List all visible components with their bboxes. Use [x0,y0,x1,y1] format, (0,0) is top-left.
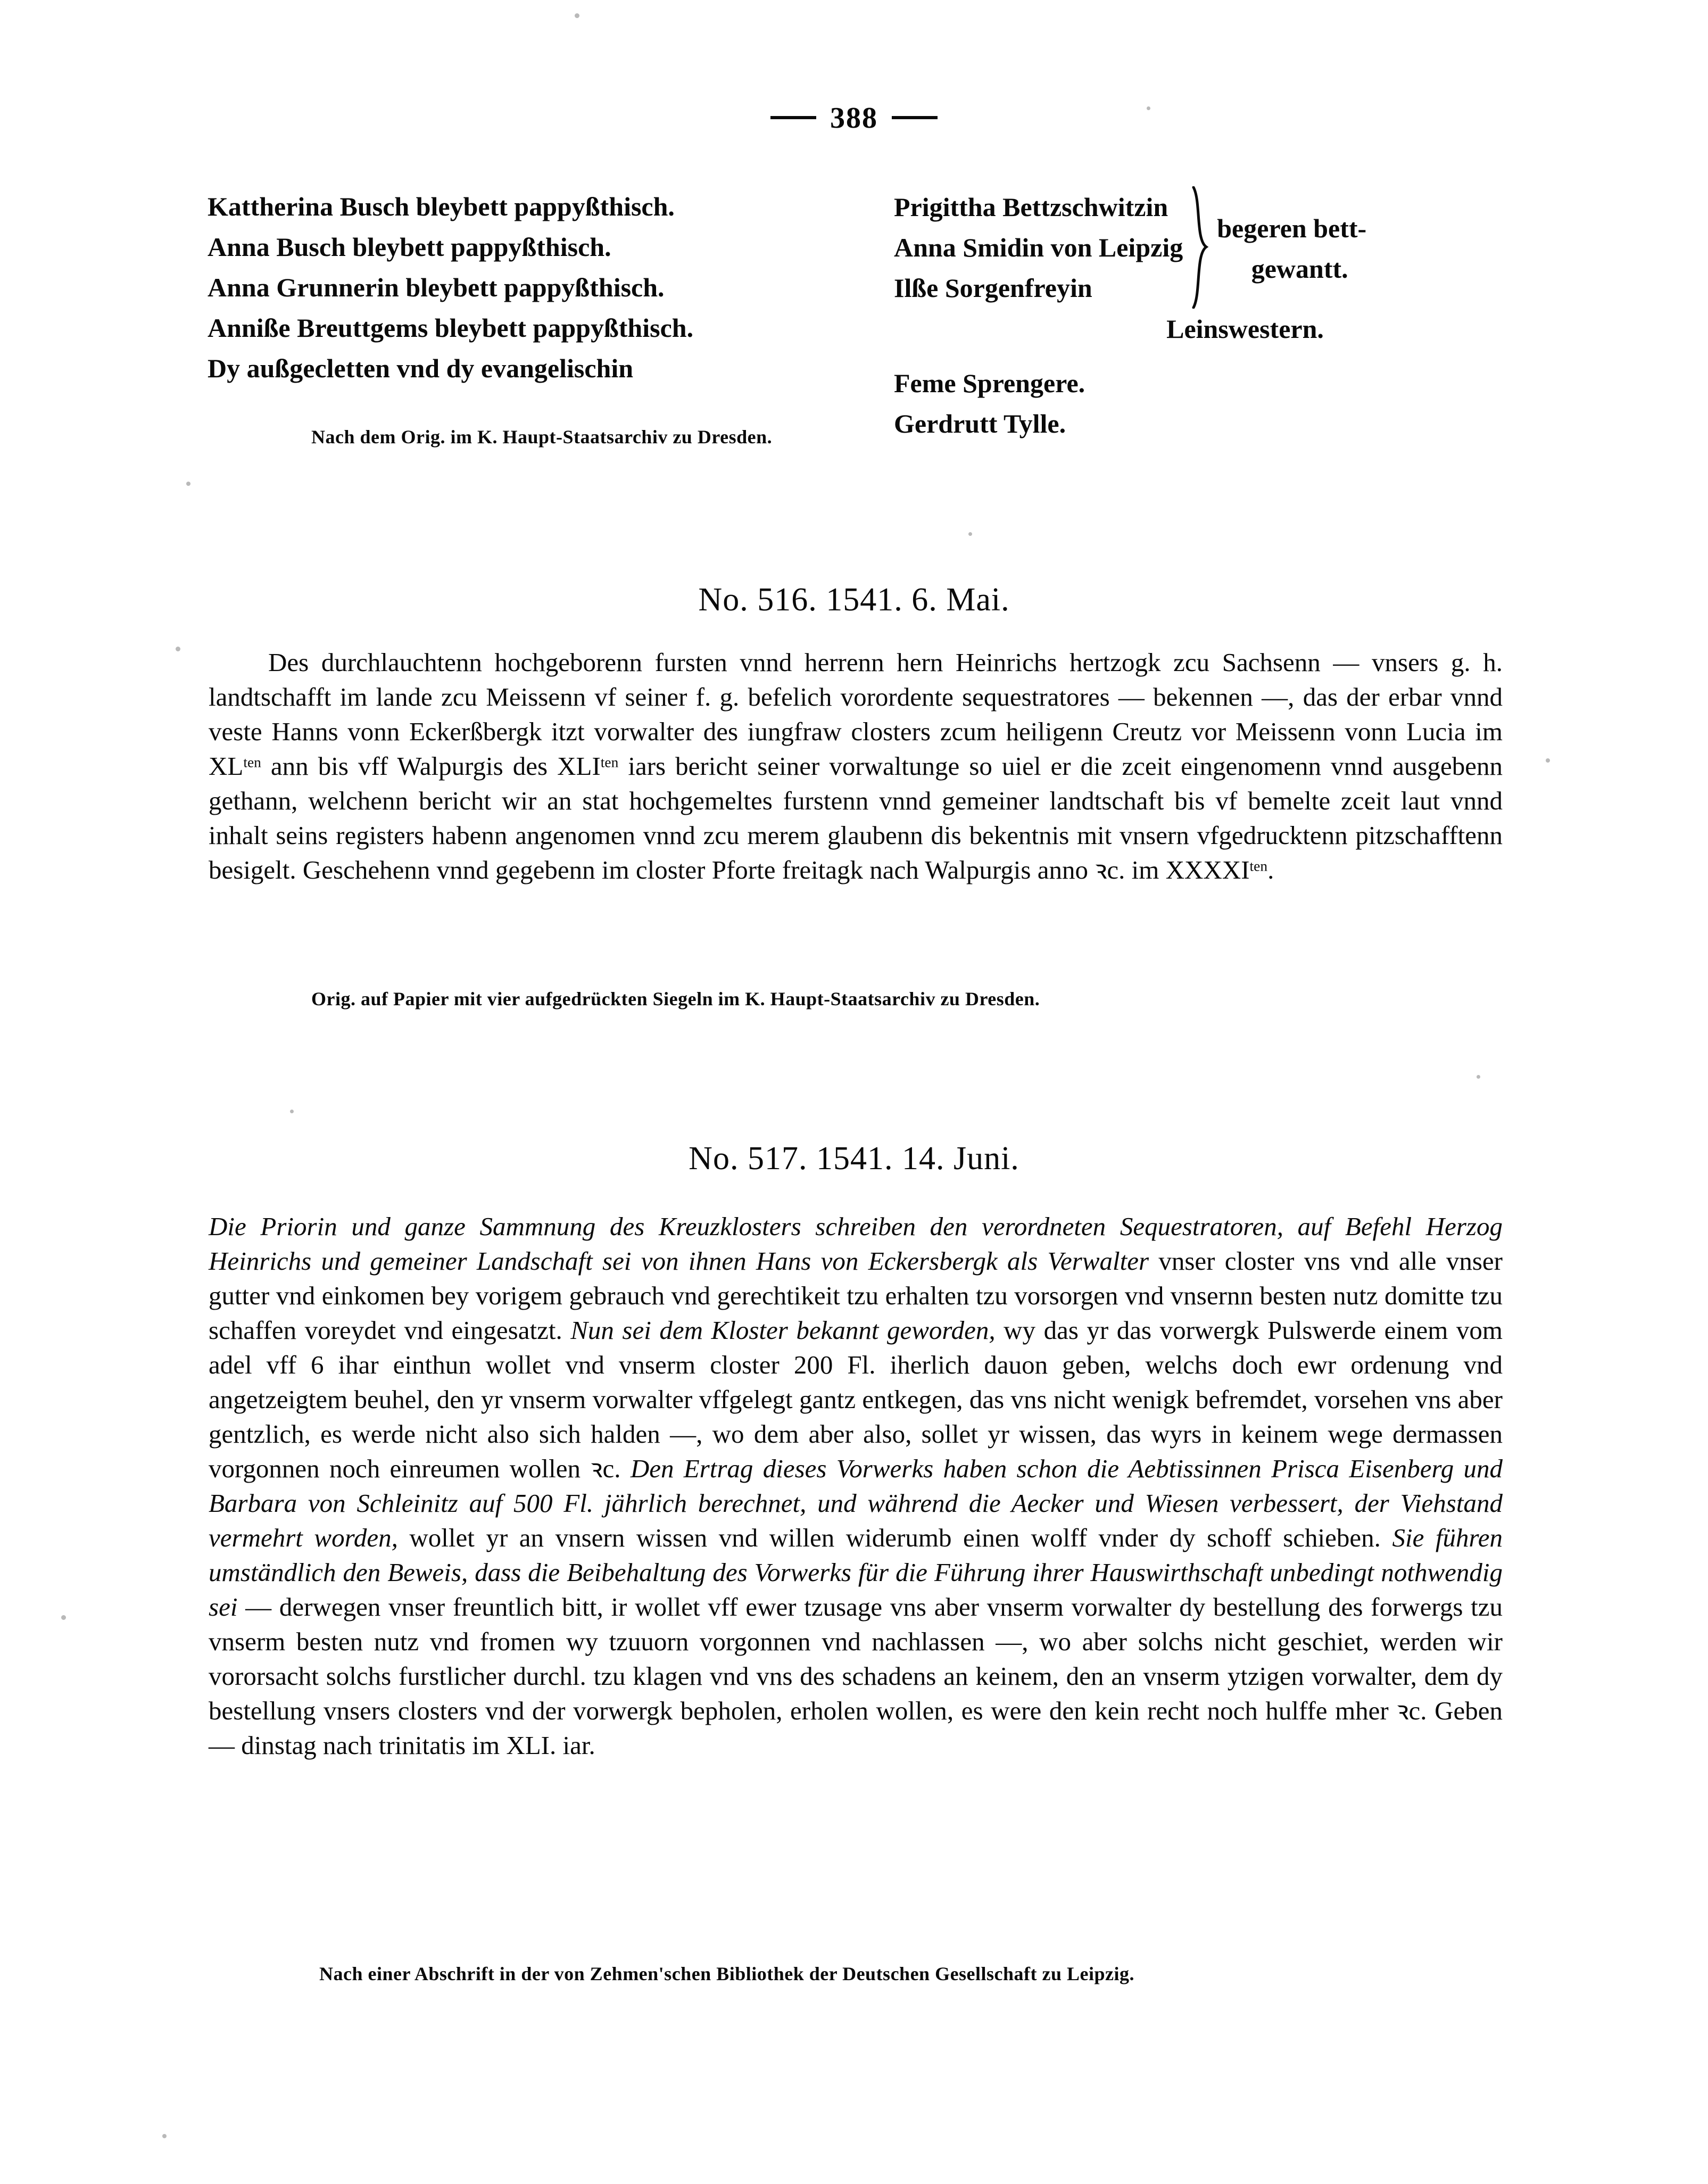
list-item: Prigittha Bettzschwitzin [894,192,1168,222]
list-item: Ilße Sorgenfreyin [894,273,1092,303]
scan-speck [1546,758,1550,763]
doc-516-source-note: Orig. auf Papier mit vier aufgedrückten Siegeln im K. Haupt-Staatsarchiv zu Dresden. [311,988,1040,1010]
name-list-columns [208,186,1500,444]
name-list-right-column [894,186,1500,444]
spacer [894,349,1500,363]
scan-speck [186,482,190,486]
doc-517-body [209,1209,1503,1763]
page-number: 388 [830,102,878,135]
list-item: Anna Grunnerin bleybett pappyßthisch. [208,272,665,302]
list-item: Anniße Breuttgems bleybett pappyßthisch. [208,313,694,343]
scan-speck [162,2134,167,2138]
list-item: Gerdrutt Tylle. [894,409,1066,439]
scan-speck [968,532,972,536]
doc-517-source-note: Nach einer Abschrift in der von Zehmen'schen Bibliothek der Deutschen Gesellschaft zu Leipzig. [319,1963,1135,1984]
page-header [0,101,1708,135]
doc-516-paragraph: Des durchlauchtenn hochgeborenn fursten vnnd herrenn hern Heinrichs hertzogk zcu Sachsenn — vnsers g. h. landtschafft im lande zcu Meissenn vf seiner f. g. befelich vorordente sequestratores — bekennen —, das der erbar vnnd veste Hanns vonn Eckerßbergk itzt vorwalter des iungfraw closters zcum heiligenn Creutz vor Meissenn vonn Lucia im $XL^{ten}$ ann bis vff Walpurgis des $XLI^{ten}$ iars bericht seiner vorwaltunge so uiel er die zceit eingenomenn vnnd ausgebenn gethann, welchenn bericht wir an stat hochgemeltes furstenn vnnd gemeiner landtschaft bis vf bemelte zceit laut vnnd inhalt seins registers habenn angenomen vnnd zcu merem glaubenn dis bekentnis mit vnsern vfgedrucktenn pitzschafftenn besigelt. Geschehenn vnnd gegebenn im closter Pforte freitagk nach Walpurgis anno ꝛc. im $XXXXI^{ten}$. [209,648,1503,884]
list-item: Anna Smidin von Leipzig [894,233,1183,262]
list-item: Feme Sprengere. [894,368,1085,398]
name-list-left-column [208,186,894,388]
scan-speck [176,647,180,651]
doc-517-heading: No. 517. 1541. 14. Juni. [689,1140,1019,1177]
list-item: Kattherina Busch bleybett pappyßthisch. [208,192,675,221]
doc-516-heading: No. 516. 1541. 6. Mai. [698,582,1010,618]
brace-annotation [1217,206,1366,289]
doc-516-body [209,645,1503,887]
scan-speck [1147,106,1150,110]
list-item: Dy außgecletten vnd dy evangelischin [208,353,634,383]
doc-517-paragraph: Die Priorin und ganze Sammnung des Kreuzklosters schreiben den verordneten Sequestratoren, auf Befehl Herzog Heinrichs und gemeiner Landschaft sei von ihnen Hans von Eckersbergk als Verwalter vnser closter vns vnd alle vnser gutter vnd einkomen bey vorigem gebrauch vnd gerechtikeit tzu erhalten tzu vorsorgen vnd vnsernn besten nutz domitte tzu schaffen voreydet vnd eingesatzt. Nun sei dem Kloster bekannt geworden, wy das yr das vorwergk Pulswerde einem vom adel vff 6 ihar einthun wollet vnd vnserm closter 200 Fl. iherlich dauon geben, welchs doch ewr ordenung vnd angetzeigtem beuhel, den yr vnserm vorwalter vffgelegt gantz entkegen, das vns nicht wenigk befremdet, vorsehen vns aber gentzlich, es werde nicht also sich halden —, wo dem aber also, sollet yr wissen, das wyrs in keinem wege dermassen vorgonnen noch einreumen wollen ꝛc. Den Ertrag dieses Vorwerks haben schon die Aebtissinnen Prisca Eisenberg und Barbara von Schleinitz auf 500 Fl. jährlich berechnet, und während die Aecker und Wiesen verbessert, der Viehstand vermehrt worden, wollet yr an vnsern wissen vnd willen widerumb einen wolff vnder dy schoff schieben. Sie führen umständlich den Beweis, dass die Beibehaltung des Vorwerks für die Führung ihrer Hauswirthschaft unbedingt nothwendig sei — derwegen vnser freuntlich bitt, ir wollet vff ewer tzusage vns aber vnserm vorwalter dy bestellung des forwergs tzu vnserm besten nutz vnd fromen wy tzuuorn vorgonnen vnd nachlassen —, wo aber solchs nicht geschiet, werden wir vororsacht solchs furstlicher durchl. tzu klagen vnd vns des schadens an keinem, den an vnserm ytzigen vorwalter, dem dy bestellung vnsers closters vnd der vorwergk bepholen, erholen wollen, es were den kein recht noch hulffe mher ꝛc. Geben — dinstag nach trinitatis im XLI. iar. [209,1212,1503,1760]
scan-speck [575,13,579,18]
brace-annotation-line-2: gewantt. [1251,254,1348,284]
header-rule-right [892,116,938,119]
source-note-1: Nach dem Orig. im K. Haupt-Staatsarchiv zu Dresden. [311,426,773,448]
braced-names [894,187,1183,308]
curly-brace-icon [1190,186,1212,309]
list-item: Anna Busch bleybett pappyßthisch. [208,232,611,262]
scan-speck [61,1615,66,1620]
scan-speck [1477,1075,1480,1079]
brace-annotation-line-1: begeren bett- [1217,213,1367,243]
braced-name-group [894,186,1500,309]
list-item-leinswestern: Leinswestern. [1166,314,1324,344]
name-list-section [208,186,1500,444]
scan-speck [290,1110,294,1113]
header-rule-left [770,116,816,119]
